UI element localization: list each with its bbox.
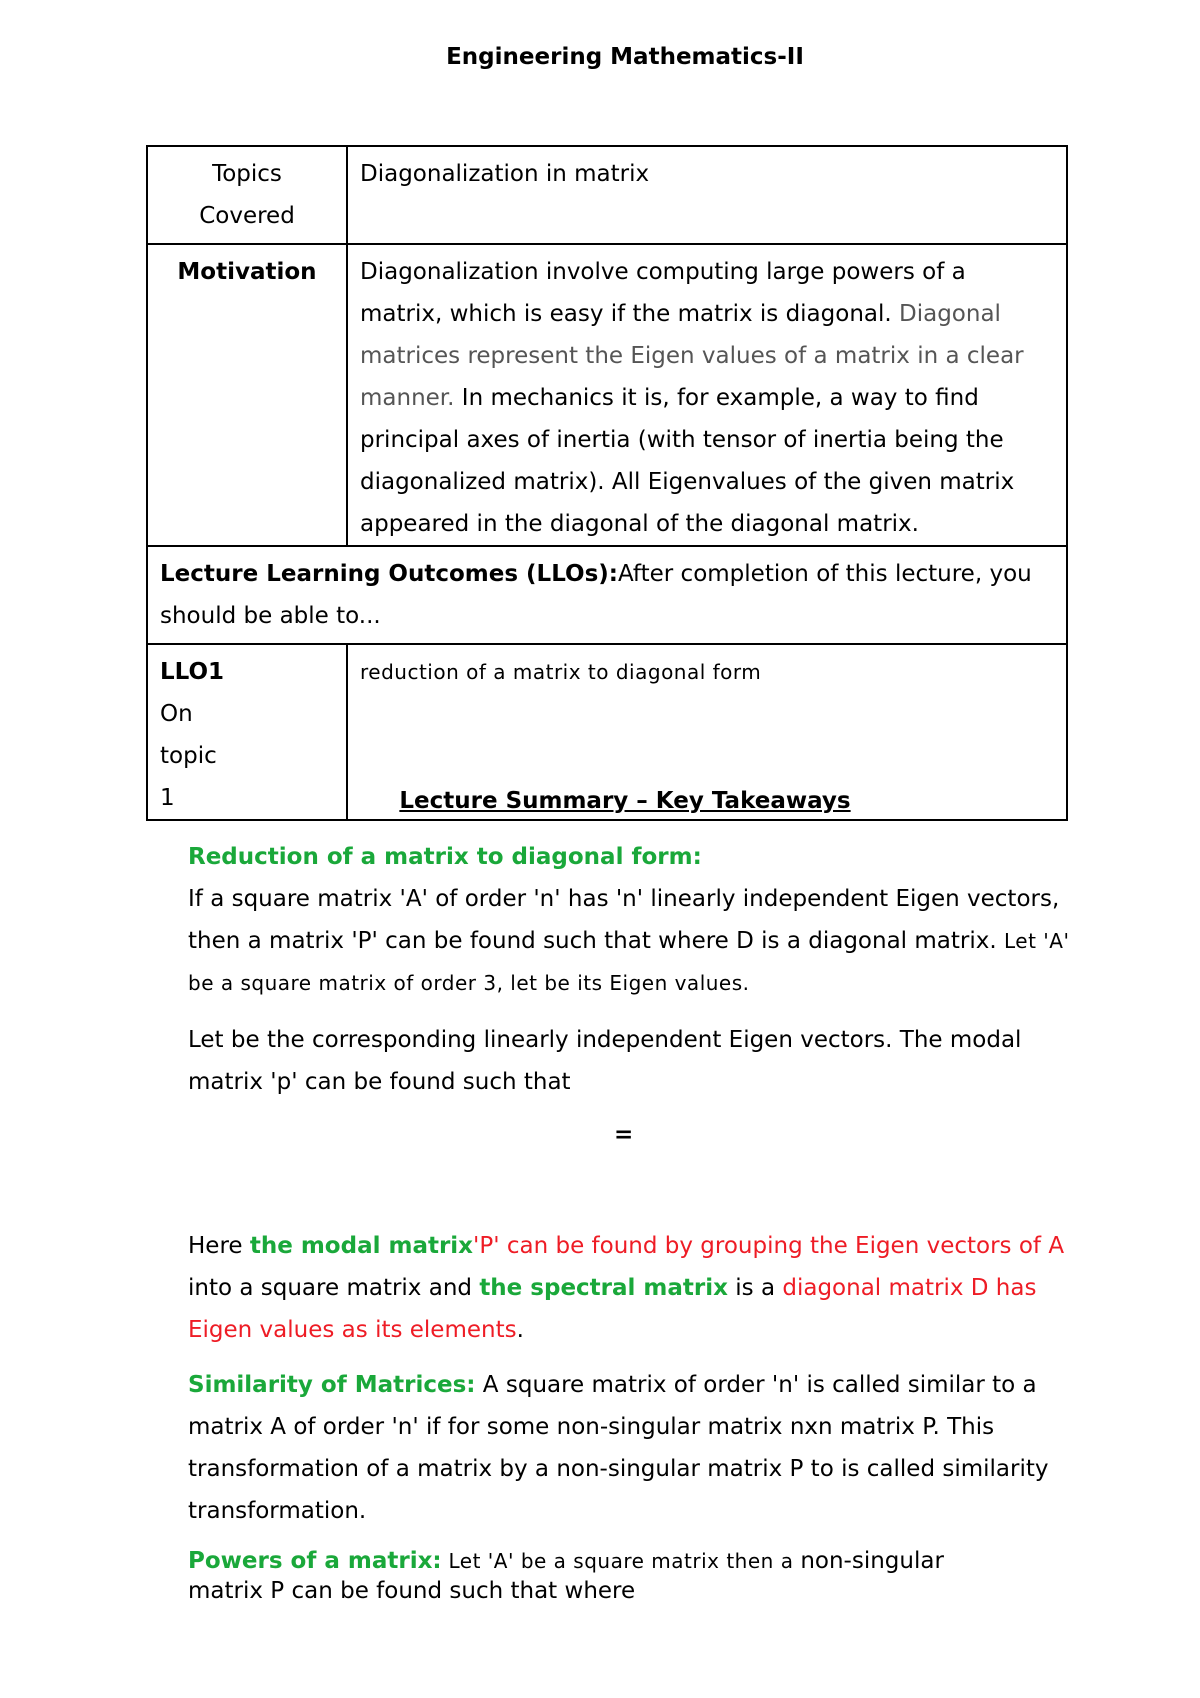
llos-heading: Lecture Learning Outcomes (LLOs): (160, 561, 619, 587)
motivation-part1: Diagonalization involve computing large powers of a matrix, which is easy if the matrix is diagonal. (360, 259, 966, 327)
let-paragraph: Let be the corresponding linearly independent Eigen vectors. The modal matrix 'p' can be found such that (188, 1027, 1022, 1095)
reduction-text: If a square matrix 'A' of order 'n' has 'n' linearly independent Eigen vectors, then a matrix 'P' can be found such that where D is a diagonal matrix. (188, 886, 1060, 954)
motivation-label: Motivation (147, 244, 347, 546)
lecture-info-table (146, 145, 1068, 821)
table-row (147, 244, 1067, 546)
llo1-sub-line3: 1 (160, 785, 175, 811)
here-paragraph (188, 1225, 1088, 1351)
page-title: Engineering Mathematics-II (446, 44, 804, 70)
similarity-text: A square matrix of order 'n' is called similar to a matrix A of order 'n' if for some non-singular matrix nxn matrix P. This transformation of a matrix by a non-singular matrix P to is called similarity transformation. (188, 1372, 1049, 1524)
here-text-3: is a (727, 1275, 783, 1301)
motivation-text (347, 244, 1067, 546)
topics-label-line2: Covered (199, 203, 295, 229)
topics-value-cell: Diagonalization in matrix (347, 146, 1067, 244)
motivation-gray: Diagonal matrices represent the Eigen values of a matrix in a clear manner. (360, 301, 1024, 411)
reduction-heading: Reduction of a matrix to diagonal form: (188, 844, 702, 870)
llo1-sub-line2: topic (160, 743, 217, 769)
similarity-paragraph (188, 1364, 1088, 1532)
topics-label-cell (147, 146, 347, 244)
here-text-1: Here (188, 1233, 250, 1259)
powers-paragraph (188, 1546, 1088, 1606)
powers-text-2: matrix P can be found such that where (188, 1578, 636, 1604)
spectral-matrix-term: the spectral matrix (479, 1275, 728, 1301)
llos-cell (147, 546, 1067, 644)
powers-small-text: Let 'A' be a square matrix then a (441, 1549, 801, 1573)
motivation-part2: In mechanics it is, for example, a way to find principal axes of inertia (with tensor of inertia being the diagonalized matrix). All Eigenvalues of the given matrix appeared in the diagonal of the diagonal matrix. (360, 385, 1015, 537)
similarity-heading: Similarity of Matrices: (188, 1372, 476, 1398)
powers-text-1: non-singular (800, 1548, 944, 1574)
table-row (147, 146, 1067, 244)
summary-title: Lecture Summary – Key Takeaways (399, 788, 851, 814)
here-red-1: 'P' can be found by grouping the Eigen vectors of A (473, 1233, 1065, 1259)
llo1-label: LLO1 (160, 659, 225, 685)
powers-heading: Powers of a matrix: (188, 1548, 442, 1574)
reduction-paragraph (188, 836, 1088, 1004)
here-text-2: into a square matrix and (188, 1275, 480, 1301)
llo1-sub-line1: On (160, 701, 193, 727)
reduction-small-text: Let 'A' be a square matrix of order 3, let be its Eigen values. (188, 929, 1070, 995)
llo1-value: reduction of a matrix to diagonal form (347, 644, 1067, 820)
modal-matrix-term: the modal matrix (249, 1233, 474, 1259)
here-red-2: diagonal matrix D has Eigen values as its elements (188, 1275, 1037, 1343)
here-text-4: . (516, 1317, 524, 1343)
table-row (147, 546, 1067, 644)
topics-label-line1: Topics (212, 161, 282, 187)
equals-sign: = (614, 1122, 634, 1148)
llos-text: After completion of this lecture, you should be able to... (160, 561, 1032, 629)
